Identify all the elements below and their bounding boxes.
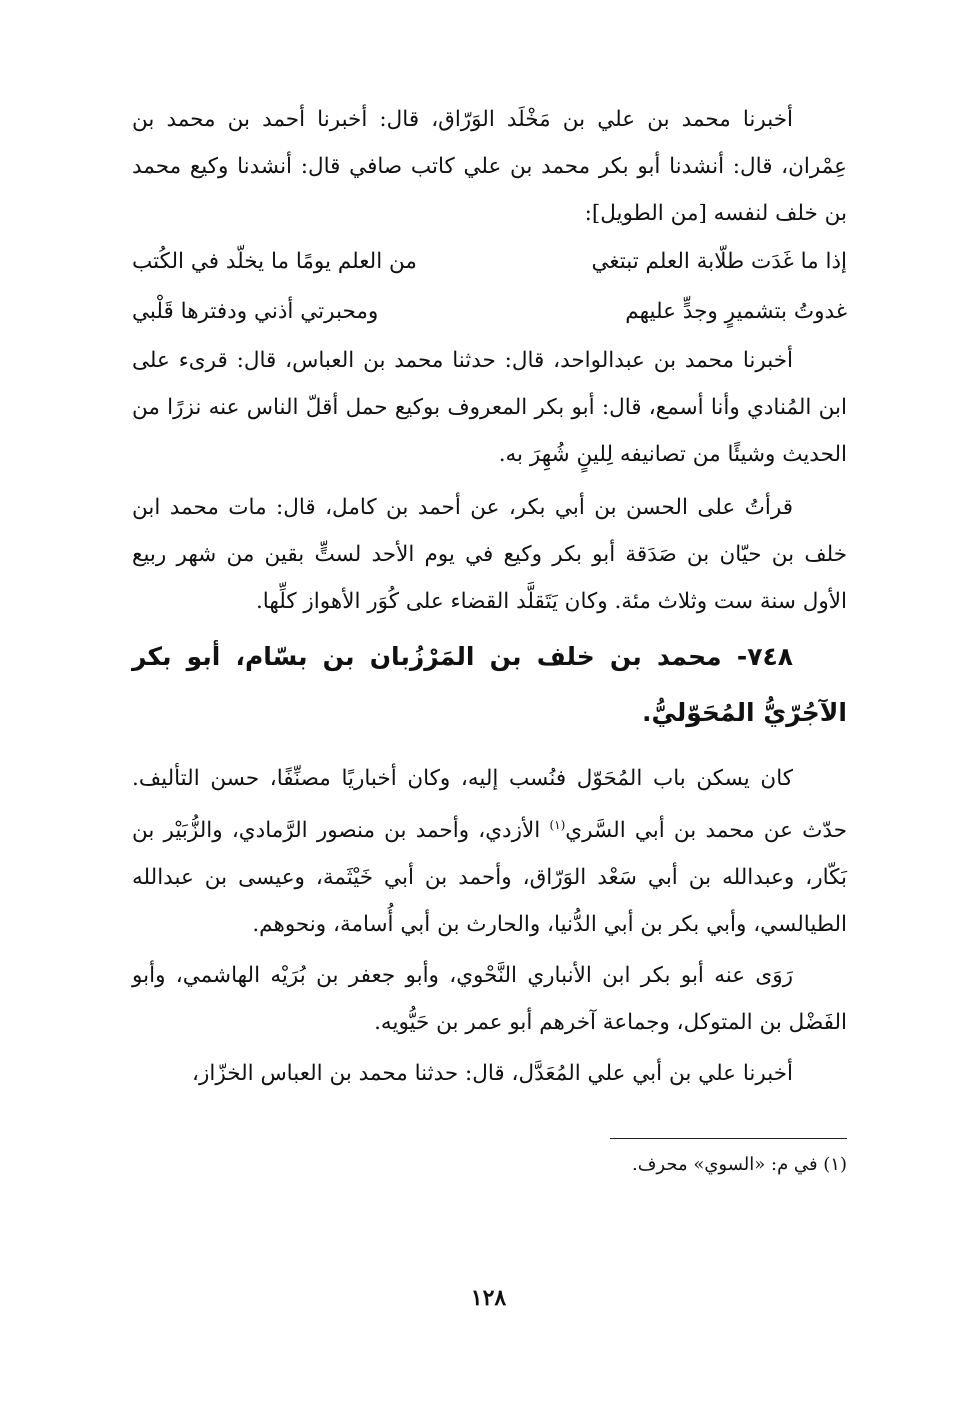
paragraph-biography (132, 755, 847, 948)
paragraph-text-part: كان يسكن باب المُحَوّل فنُسب إليه، وكان أخباريًا مصنِّفًا، حسن التأليف. حدّث عن محمد بن أبي السَّري (132, 766, 847, 844)
paragraph-isnad-2 (132, 337, 847, 478)
footnote-divider (610, 1138, 847, 1139)
footnote: (١) في م: «السوي» محرف. (632, 1154, 847, 1175)
entry-heading: ٧٤٨- محمد بن خلف بن المَرْزُبان بن بسّام، أبو بكر الآجُرّيُّ المُحَوّليُّ. (132, 642, 847, 727)
verse-hemistich-second: ومحبرتي أذني ودفترها قَلْبي (132, 299, 379, 324)
poem (132, 237, 847, 337)
verse-hemistich-first: غدوتُ بتشميرٍ وجدٍّ عليهم (625, 299, 847, 324)
paragraph-death-date (132, 484, 847, 625)
main-text (132, 96, 847, 1097)
footnote-marker: (١) (549, 818, 566, 832)
page-number: ١٢٨ (470, 1285, 507, 1311)
paragraph-narrators (132, 952, 847, 1046)
poem-verse-2 (132, 287, 847, 337)
paragraph-text: أخبرنا علي بن أبي علي المُعَدَّل، قال: حدثنا محمد بن العباس الخزّاز، (192, 1061, 793, 1087)
verse-hemistich-first: إذا ما غَدَت طلّابة العلم تبتغي (591, 249, 847, 274)
paragraph-text: قرأتُ على الحسن بن أبي بكر، عن أحمد بن كامل، قال: مات محمد ابن خلف بن حيّان بن صَدَقة أبو بكر وكيع في يوم الأحد لستٍّ بقين من شهر ربيع الأول سنة ست وثلاث مئة. وكان يَتَقلَّد القضاء على كُوَر الأهواز كلِّها. (132, 495, 847, 614)
paragraph-isnad-3 (132, 1050, 847, 1097)
page-number-container (0, 1285, 977, 1311)
paragraph-isnad-1 (132, 96, 847, 237)
paragraph-text: أخبرنا محمد بن علي بن مَخْلَد الوَرّاق، قال: أخبرنا أحمد بن محمد بن عِمْران، قال: أنشدنا أبو بكر محمد بن علي كاتب صافي قال: أنشدنا وكيع محمد بن خلف لنفسه [من الطويل]: (132, 107, 847, 226)
paragraph-text: رَوَى عنه أبو بكر ابن الأنباري النَّحْوي، وأبو جعفر بن بُرَيْه الهاشمي، وأبو الفَضْل بن المتوكل، وجماعة آخرهم أبو عمر بن حَيُّويه. (132, 963, 847, 1036)
poem-verse-1 (132, 237, 847, 287)
verse-hemistich-second: من العلم يومًا ما يخلّد في الكُتب (132, 249, 417, 274)
paragraph-text: أخبرنا محمد بن عبدالواحد، قال: حدثنا محمد بن العباس، قال: قرىء على ابن المُنادي وأنا أسمع، قال: أبو بكر المعروف بوكيع حمل أقلّ الناس عنه نزرًا من الحديث وشيئًا من تصانيفه لِلينٍ شُهِرَ به. (132, 348, 847, 467)
paragraph-text (132, 755, 847, 948)
paragraph-text-part: الأزدي، وأحمد بن منصور الرَّمادي، والزُّبَيْر بن بَكّار، وعبدالله بن أبي سَعْد الوَرّاق، وأحمد بن أبي خَيْثَمة، وعيسى بن عبدالله الطيالسي، وأبي بكر بن أبي الدُّنيا، والحارث بن أبي أُسامة، ونحوهم. (132, 818, 847, 938)
